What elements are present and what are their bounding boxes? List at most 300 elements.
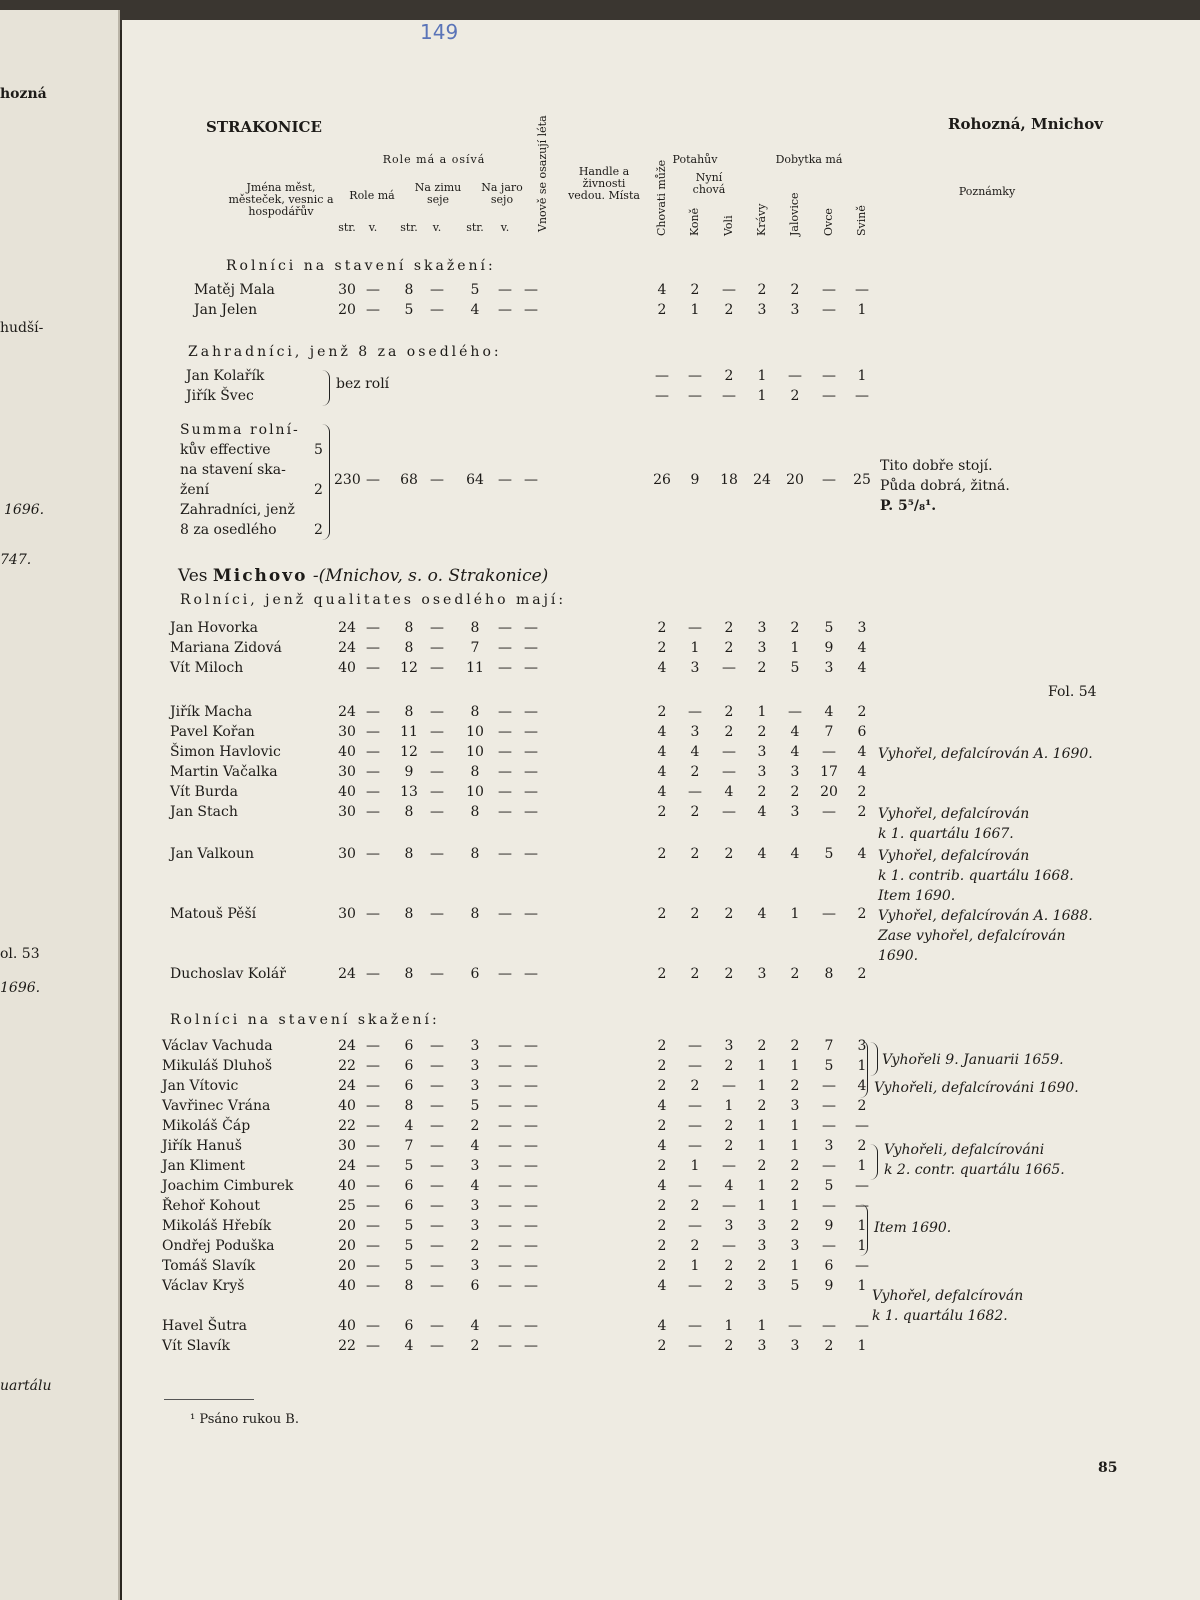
row-animal-count: 4 [657, 660, 667, 676]
row-animal-count: — [822, 282, 836, 298]
row-animal-count: 4 [657, 1138, 667, 1154]
row-value: 11 [400, 724, 418, 740]
summa-count: 2 [314, 522, 323, 538]
row-animal-count: — [688, 1138, 702, 1154]
row-animal-count: 4 [657, 1098, 667, 1114]
row-value: — [498, 1038, 512, 1054]
village-title-suffix: -(Mnichov, s. o. Strakonice) [312, 566, 549, 586]
row-value: — [430, 724, 444, 740]
row-animal-count: — [822, 368, 836, 384]
row-animal-count: 2 [657, 620, 667, 636]
row-animal-count: 2 [790, 784, 800, 800]
row-animal-count: 3 [757, 1278, 767, 1294]
row-value: — [498, 784, 512, 800]
summa-label: na stavení ska- [180, 462, 286, 478]
row-value: 22 [338, 1118, 356, 1134]
row-value: 24 [338, 704, 356, 720]
col-header-notes: Poznámky [958, 185, 1016, 198]
row-animal-count: 1 [690, 1158, 700, 1174]
row-value: 4 [470, 1138, 480, 1154]
summa-count: 2 [314, 482, 323, 498]
row-name: Tomáš Slavík [162, 1258, 256, 1274]
row-animal-count: 2 [690, 1198, 700, 1214]
row-value: 5 [404, 1158, 414, 1174]
row-value: 6 [404, 1058, 414, 1074]
row-animal-count: 3 [757, 1338, 767, 1354]
row-animal-count: 3 [790, 1338, 800, 1354]
row-animal-count: 2 [657, 1258, 667, 1274]
row-value: 4 [404, 1118, 414, 1134]
row-animal-count: 2 [724, 1058, 734, 1074]
row-value: — [366, 1138, 380, 1154]
row-animal-count: 2 [690, 906, 700, 922]
col-header-animal: Ovce [822, 208, 835, 236]
table-row [122, 368, 1200, 388]
facing-page-text: 747. [0, 552, 32, 568]
row-animal-count: 1 [790, 1118, 800, 1134]
row-value: — [366, 966, 380, 982]
row-value: — [430, 966, 444, 982]
col-unit-label: str. [400, 221, 418, 234]
row-animal-count: — [855, 282, 869, 298]
row-animal-count: 4 [790, 744, 800, 760]
row-animal-count: 9 [690, 472, 700, 488]
table-row [122, 472, 1200, 492]
row-value: 8 [470, 704, 480, 720]
row-value: 8 [404, 704, 414, 720]
row-animal-count: 1 [757, 1178, 767, 1194]
row-value: — [430, 1038, 444, 1054]
row-value: — [498, 724, 512, 740]
table-row [122, 1318, 1200, 1338]
row-value: 11 [466, 660, 484, 676]
row-value: — [524, 302, 538, 318]
row-animal-count: 2 [790, 1178, 800, 1194]
row-value: 20 [338, 1218, 356, 1234]
row-name: Mikuláš Dluhoš [162, 1058, 273, 1074]
row-animal-count: 1 [724, 1098, 734, 1114]
row-value: 8 [404, 846, 414, 862]
row-value: 12 [400, 744, 418, 760]
page-number: 85 [1098, 1460, 1118, 1476]
row-value: — [498, 764, 512, 780]
row-value: — [498, 1318, 512, 1334]
row-value: — [524, 846, 538, 862]
row-animal-count: 1 [790, 1138, 800, 1154]
row-animal-count: 2 [657, 1198, 667, 1214]
brace-bracket [870, 1042, 878, 1076]
table-row [122, 1178, 1200, 1198]
row-value: 10 [466, 784, 484, 800]
row-animal-count: 2 [724, 620, 734, 636]
row-value: — [366, 1038, 380, 1054]
table-row [122, 1118, 1200, 1138]
row-value: — [498, 640, 512, 656]
row-animal-count: — [688, 1218, 702, 1234]
row-animal-count: 2 [657, 804, 667, 820]
row-value: — [498, 472, 512, 488]
row-animal-count: 1 [757, 1318, 767, 1334]
row-name: Jiřík Macha [170, 704, 253, 720]
row-value: — [430, 1078, 444, 1094]
row-value: — [366, 620, 380, 636]
row-note: k 1. contrib. quartálu 1668. [878, 868, 1074, 884]
row-value: — [366, 1118, 380, 1134]
row-animal-count: 3 [757, 1238, 767, 1254]
row-value: — [366, 282, 380, 298]
row-value: — [366, 1058, 380, 1074]
row-animal-count: — [722, 1078, 736, 1094]
row-animal-count: 5 [824, 1058, 834, 1074]
row-animal-count: — [855, 1258, 869, 1274]
row-value: 24 [338, 1078, 356, 1094]
row-value: 6 [404, 1038, 414, 1054]
row-animal-count: — [822, 1098, 836, 1114]
row-value: — [430, 1058, 444, 1074]
row-value: — [524, 906, 538, 922]
row-animal-count: 7 [824, 724, 834, 740]
row-animal-count: 8 [824, 966, 834, 982]
col-header-names: Jména měst, městeček, vesnic a hospodářův [228, 181, 334, 218]
row-animal-count: — [722, 1158, 736, 1174]
row-value: 8 [404, 1098, 414, 1114]
row-value: 6 [404, 1318, 414, 1334]
row-animal-count: 2 [757, 1038, 767, 1054]
row-value: — [524, 704, 538, 720]
row-animal-count: 2 [790, 966, 800, 982]
row-value: 40 [338, 660, 356, 676]
row-value: — [498, 704, 512, 720]
row-value: — [366, 1078, 380, 1094]
row-value: — [366, 1218, 380, 1234]
row-value: — [524, 966, 538, 982]
row-value: — [366, 846, 380, 862]
row-name: Jan Jelen [194, 302, 258, 318]
row-animal-count: 1 [690, 302, 700, 318]
row-name: Jan Valkoun [170, 846, 255, 862]
row-animal-count: 2 [857, 784, 867, 800]
table-row [122, 966, 1200, 986]
row-name: Jan Vítovic [162, 1078, 239, 1094]
row-animal-count: 1 [857, 1218, 867, 1234]
row-value: 3 [470, 1058, 480, 1074]
row-animal-count: — [688, 1318, 702, 1334]
table-row [122, 724, 1200, 744]
row-value: — [430, 764, 444, 780]
bez-roli-label: bez rolí [336, 376, 390, 392]
facing-page-text: 1696. [4, 502, 45, 518]
row-value: 8 [404, 1278, 414, 1294]
row-value: 6 [404, 1078, 414, 1094]
row-animal-count: 1 [690, 640, 700, 656]
row-value: 5 [404, 302, 414, 318]
row-animal-count: 2 [690, 1238, 700, 1254]
row-animal-count: 17 [820, 764, 838, 780]
table-row [122, 1278, 1200, 1298]
group-note: Item 1690. [874, 1220, 952, 1236]
row-note: Tito dobře stojí. [880, 458, 993, 474]
row-animal-count: — [855, 1118, 869, 1134]
table-row [122, 660, 1200, 680]
row-name: Václav Kryš [162, 1278, 245, 1294]
col-header-animal: Koně [688, 207, 701, 236]
row-animal-count: 1 [857, 1158, 867, 1174]
col-unit-label: v. [500, 221, 510, 234]
row-animal-count: 3 [790, 764, 800, 780]
row-value: — [524, 620, 538, 636]
row-value: 30 [338, 764, 356, 780]
col-unit-label: v. [368, 221, 378, 234]
row-animal-count: — [688, 704, 702, 720]
row-value: — [524, 472, 538, 488]
row-value: 24 [338, 966, 356, 982]
row-animal-count: 24 [753, 472, 771, 488]
row-value: — [524, 1078, 538, 1094]
row-value: — [524, 282, 538, 298]
row-note: Vyhořel, defalcírován A. 1688. [878, 908, 1093, 924]
folio-mark: Fol. 54 [1048, 684, 1097, 700]
row-value: 3 [470, 1258, 480, 1274]
row-value: — [524, 744, 538, 760]
row-value: — [366, 302, 380, 318]
row-value: 30 [338, 282, 356, 298]
row-value: — [498, 1258, 512, 1274]
row-animal-count: — [788, 704, 802, 720]
row-name: Vít Burda [170, 784, 238, 800]
row-animal-count: 1 [757, 368, 767, 384]
row-animal-count: — [822, 744, 836, 760]
row-note: Item 1690. [878, 888, 956, 904]
col-unit-label: v. [432, 221, 442, 234]
table-row [122, 1218, 1200, 1238]
row-animal-count: — [788, 368, 802, 384]
row-animal-count: 4 [790, 724, 800, 740]
row-name: Jan Kolařík [186, 368, 265, 384]
group-note: k 2. contr. quartálu 1665. [884, 1162, 1065, 1178]
row-animal-count: 6 [857, 724, 867, 740]
row-animal-count: 2 [724, 1258, 734, 1274]
row-value: — [524, 1178, 538, 1194]
row-value: — [524, 640, 538, 656]
table-row [122, 302, 1200, 322]
row-value: 40 [338, 1318, 356, 1334]
row-animal-count: — [688, 1118, 702, 1134]
row-value: 24 [338, 1038, 356, 1054]
col-header-spring: Na jaro sejo [481, 181, 523, 206]
row-animal-count: 20 [786, 472, 804, 488]
document-page [122, 20, 1200, 1600]
row-value: 30 [338, 1138, 356, 1154]
row-value: — [524, 660, 538, 676]
row-name: Pavel Kořan [170, 724, 255, 740]
row-animal-count: 4 [657, 282, 667, 298]
row-animal-count: 20 [820, 784, 838, 800]
row-animal-count: 4 [757, 906, 767, 922]
row-value: — [498, 1058, 512, 1074]
row-animal-count: 2 [790, 1078, 800, 1094]
row-value: 8 [404, 906, 414, 922]
row-value: 6 [470, 1278, 480, 1294]
col-header-winter: Na zimu seje [414, 181, 462, 206]
row-animal-count: 3 [690, 660, 700, 676]
row-value: 24 [338, 620, 356, 636]
row-value: — [366, 1178, 380, 1194]
row-value: 6 [470, 966, 480, 982]
row-animal-count: 4 [824, 704, 834, 720]
row-value: — [430, 906, 444, 922]
row-value: — [498, 1118, 512, 1134]
row-name: Martin Vačalka [170, 764, 278, 780]
row-value: — [366, 472, 380, 488]
row-animal-count: — [822, 1158, 836, 1174]
row-name: Matouš Pěší [170, 906, 257, 922]
row-animal-count: 2 [657, 906, 667, 922]
row-animal-count: 3 [790, 1098, 800, 1114]
row-value: 20 [338, 302, 356, 318]
row-animal-count: 2 [690, 1078, 700, 1094]
row-animal-count: — [822, 1198, 836, 1214]
row-animal-count: 4 [857, 660, 867, 676]
row-value: — [366, 660, 380, 676]
row-value: — [498, 660, 512, 676]
row-animal-count: 2 [690, 846, 700, 862]
row-animal-count: 4 [657, 1178, 667, 1194]
row-value: 4 [470, 302, 480, 318]
row-animal-count: — [688, 1338, 702, 1354]
row-animal-count: 2 [757, 784, 767, 800]
row-animal-count: — [722, 660, 736, 676]
row-animal-count: 2 [657, 1058, 667, 1074]
row-animal-count: 4 [657, 784, 667, 800]
row-value: 2 [470, 1338, 480, 1354]
brace-bracket [860, 1204, 868, 1256]
row-value: — [366, 764, 380, 780]
row-value: — [366, 724, 380, 740]
row-value: 8 [404, 640, 414, 656]
row-animal-count: 4 [757, 846, 767, 862]
row-animal-count: 2 [657, 846, 667, 862]
row-value: 30 [338, 846, 356, 862]
row-animal-count: 1 [757, 388, 767, 404]
row-value: 230 [334, 472, 361, 488]
row-value: — [524, 1138, 538, 1154]
row-animal-count: 3 [757, 302, 767, 318]
row-value: 25 [338, 1198, 356, 1214]
row-value: — [524, 1198, 538, 1214]
row-animal-count: 3 [757, 620, 767, 636]
row-animal-count: 1 [857, 302, 867, 318]
row-animal-count: — [655, 388, 669, 404]
row-value: 3 [470, 1198, 480, 1214]
row-value: 40 [338, 1278, 356, 1294]
col-header-animal: Voli [722, 215, 735, 236]
footnote: ¹ Psáno rukou B. [190, 1412, 299, 1427]
row-animal-count: 1 [757, 704, 767, 720]
row-animal-count: 1 [724, 1318, 734, 1334]
row-value: — [524, 1338, 538, 1354]
row-animal-count: — [655, 368, 669, 384]
row-note: Vyhořel, defalcírován [878, 806, 1030, 822]
row-animal-count: 2 [757, 660, 767, 676]
row-animal-count: 2 [757, 724, 767, 740]
row-animal-count: 5 [824, 620, 834, 636]
row-value: — [498, 1138, 512, 1154]
row-animal-count: 1 [757, 1198, 767, 1214]
row-name: Václav Vachuda [162, 1038, 273, 1054]
row-value: — [430, 1278, 444, 1294]
row-value: 40 [338, 784, 356, 800]
row-name: Mariana Zidová [170, 640, 282, 656]
row-animal-count: 2 [857, 1138, 867, 1154]
row-value: 40 [338, 1098, 356, 1114]
row-value: — [430, 1318, 444, 1334]
summa-label: Summa rolní- [180, 422, 300, 438]
section-heading: Rolníci, jenž qualitates osedlého mají: [180, 592, 567, 608]
row-animal-count: 2 [790, 1158, 800, 1174]
section-heading: Rolníci na stavení skažení: [226, 258, 496, 274]
row-animal-count: 9 [824, 640, 834, 656]
row-note: k 1. quartálu 1667. [878, 826, 1014, 842]
row-value: — [524, 1158, 538, 1174]
row-animal-count: 3 [757, 1218, 767, 1234]
row-value: 5 [404, 1238, 414, 1254]
row-animal-count: 2 [657, 1038, 667, 1054]
row-animal-count: — [722, 744, 736, 760]
row-animal-count: 7 [824, 1038, 834, 1054]
row-value: — [498, 804, 512, 820]
row-animal-count: 2 [857, 906, 867, 922]
table-row [122, 704, 1200, 724]
table-row [122, 1198, 1200, 1218]
row-value: — [430, 1158, 444, 1174]
row-animal-count: 2 [657, 640, 667, 656]
table-row [122, 1258, 1200, 1278]
row-animal-count: — [688, 1058, 702, 1074]
row-value: — [430, 804, 444, 820]
row-value: 9 [404, 764, 414, 780]
row-value: 40 [338, 744, 356, 760]
row-value: — [498, 846, 512, 862]
row-value: — [430, 744, 444, 760]
row-value: 22 [338, 1058, 356, 1074]
row-animal-count: 2 [690, 764, 700, 780]
row-value: 6 [404, 1198, 414, 1214]
row-value: 68 [400, 472, 418, 488]
row-animal-count: 3 [757, 744, 767, 760]
row-value: — [524, 724, 538, 740]
row-value: — [524, 764, 538, 780]
row-name: Joachim Cimburek [162, 1178, 294, 1194]
row-animal-count: 2 [657, 966, 667, 982]
row-animal-count: — [822, 1238, 836, 1254]
row-animal-count: 3 [857, 620, 867, 636]
row-value: — [498, 744, 512, 760]
row-animal-count: — [822, 302, 836, 318]
row-value: — [430, 1218, 444, 1234]
row-animal-count: — [722, 282, 736, 298]
row-animal-count: 5 [824, 846, 834, 862]
row-animal-count: 1 [757, 1058, 767, 1074]
summa-label: 8 za osedlého [180, 522, 277, 538]
col-header-animal: Krávy [755, 203, 768, 236]
row-value: — [366, 704, 380, 720]
row-animal-count: 5 [824, 1178, 834, 1194]
row-value: — [430, 1118, 444, 1134]
row-animal-count: 2 [790, 282, 800, 298]
row-animal-count: 2 [657, 1218, 667, 1234]
group-note: Vyhořeli, defalcírováni [884, 1142, 1045, 1158]
table-row [122, 784, 1200, 804]
